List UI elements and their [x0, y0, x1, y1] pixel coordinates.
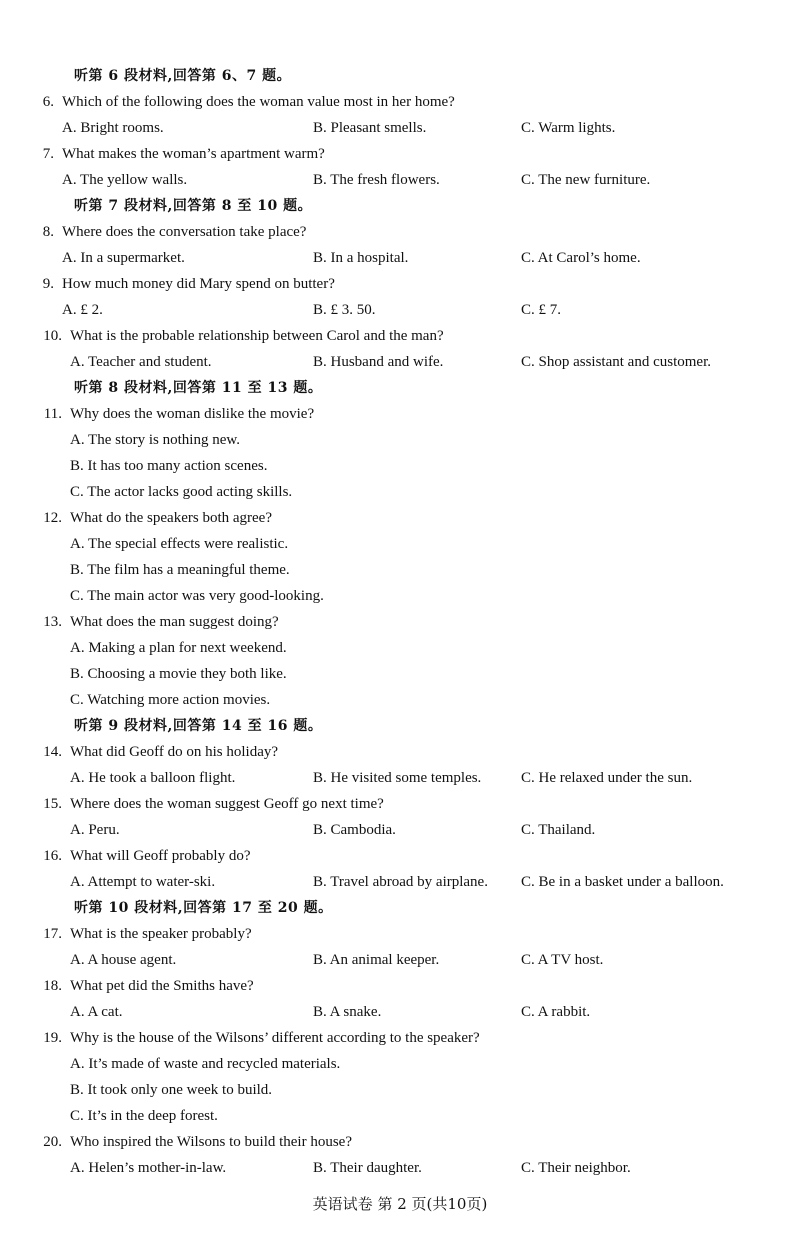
question-9 [0, 271, 800, 297]
option-c: C. Warm lights. [521, 120, 616, 136]
options-row [0, 297, 800, 323]
options-row [0, 817, 800, 843]
question-15 [0, 791, 800, 817]
option-a: A. Attempt to water-ski. [70, 874, 216, 890]
option-b: B. It took only one week to build. [70, 1082, 273, 1098]
question-text: What pet did the Smiths have? [70, 978, 254, 994]
option-b: B. It has too many action scenes. [70, 458, 268, 474]
question-number: 6. [42, 94, 54, 110]
options-row [0, 999, 800, 1025]
question-text: What do the speakers both agree? [70, 510, 272, 526]
options-row [0, 869, 800, 895]
option-a: A. In a supermarket. [62, 250, 185, 266]
question-text: What is the speaker probably? [70, 926, 252, 942]
option-c: C. At Carol’s home. [521, 250, 641, 266]
question-number: 18. [43, 978, 62, 994]
question-text: Which of the following does the woman value most in her home? [62, 94, 455, 110]
option-b: B. Pleasant smells. [313, 120, 427, 136]
question-text: What is the probable relationship between Carol and the man? [70, 328, 444, 344]
option-c: C. He relaxed under the sun. [521, 770, 693, 786]
options-row [0, 1155, 800, 1181]
option-c: C. Shop assistant and customer. [521, 354, 711, 370]
question-6 [0, 89, 800, 115]
option-a: A. He took a balloon flight. [70, 770, 236, 786]
question-number: 19. [43, 1030, 62, 1046]
question-number: 15. [43, 796, 62, 812]
option-c: C. Watching more action movies. [70, 692, 271, 708]
question-number: 20. [43, 1134, 62, 1150]
option-c: C. It’s in the deep forest. [70, 1108, 218, 1124]
question-14 [0, 739, 800, 765]
option-a: A. Making a plan for next weekend. [70, 640, 287, 656]
question-8 [0, 219, 800, 245]
option-c: C. A rabbit. [521, 1004, 591, 1020]
question-12 [0, 505, 800, 531]
option-b: B. The film has a meaningful theme. [70, 562, 290, 578]
option-b: B. Their daughter. [313, 1160, 422, 1176]
question-number: 9. [42, 276, 54, 292]
option-a: A. The special effects were realistic. [70, 536, 289, 552]
question-19 [0, 1025, 800, 1051]
question-17 [0, 921, 800, 947]
option-a: A. A cat. [70, 1004, 123, 1020]
option-c: C. A TV host. [521, 952, 604, 968]
option-c: C. £ 7. [521, 302, 562, 318]
option-b: B. Cambodia. [313, 822, 396, 838]
option-c: C. The actor lacks good acting skills. [70, 484, 293, 500]
question-text: What makes the woman’s apartment warm? [62, 146, 325, 162]
option-a: A. Bright rooms. [62, 120, 164, 136]
question-number: 16. [43, 848, 62, 864]
section-header: 听第 7 段材料,回答第 8 至 10 题。 [74, 198, 313, 214]
option-a: A. Helen’s mother-in-law. [70, 1160, 227, 1176]
question-10 [0, 323, 800, 349]
question-number: 12. [43, 510, 62, 526]
option-b: B. The fresh flowers. [313, 172, 440, 188]
option-b: B. An animal keeper. [313, 952, 440, 968]
question-11 [0, 401, 800, 427]
question-text: What will Geoff probably do? [70, 848, 251, 864]
option-a: A. £ 2. [62, 302, 103, 318]
option-b: B. Choosing a movie they both like. [70, 666, 287, 682]
option-b: B. Travel abroad by airplane. [313, 874, 488, 890]
question-13 [0, 609, 800, 635]
question-number: 14. [43, 744, 62, 760]
question-text: What did Geoff do on his holiday? [70, 744, 279, 760]
option-b: B. Husband and wife. [313, 354, 444, 370]
section-header: 听第 6 段材料,回答第 6、7 题。 [74, 68, 292, 84]
options-row [0, 947, 800, 973]
question-text: Where does the woman suggest Geoff go next time? [70, 796, 384, 812]
question-18 [0, 973, 800, 999]
option-c: C. Be in a basket under a balloon. [521, 874, 724, 890]
question-text: Where does the conversation take place? [62, 224, 307, 240]
option-c: C. Their neighbor. [521, 1160, 631, 1176]
option-c: C. Thailand. [521, 822, 596, 838]
options-row [0, 167, 800, 193]
option-c: C. The main actor was very good-looking. [70, 588, 324, 604]
question-text: What does the man suggest doing? [70, 614, 279, 630]
option-a: A. Peru. [70, 822, 120, 838]
options-row [0, 349, 800, 375]
options-row [0, 245, 800, 271]
option-b: B. £ 3. 50. [313, 302, 376, 318]
option-c: C. The new furniture. [521, 172, 651, 188]
option-a: A. Teacher and student. [70, 354, 212, 370]
question-text: How much money did Mary spend on butter? [62, 276, 335, 292]
option-a: A. The story is nothing new. [70, 432, 240, 448]
question-number: 7. [42, 146, 54, 162]
option-b: B. A snake. [313, 1004, 382, 1020]
question-number: 17. [43, 926, 62, 942]
question-text: Why does the woman dislike the movie? [70, 406, 315, 422]
option-b: B. In a hospital. [313, 250, 409, 266]
options-row [0, 115, 800, 141]
question-number: 11. [43, 406, 62, 422]
question-number: 13. [43, 614, 62, 630]
option-a: A. A house agent. [70, 952, 177, 968]
section-header: 听第 9 段材料,回答第 14 至 16 题。 [74, 718, 323, 734]
question-7 [0, 141, 800, 167]
option-a: A. The yellow walls. [62, 172, 188, 188]
question-text: Why is the house of the Wilsons’ different according to the speaker? [70, 1030, 480, 1046]
options-row [0, 765, 800, 791]
section-header: 听第 10 段材料,回答第 17 至 20 题。 [74, 900, 333, 916]
page-footer: 英语试卷 第 2 页(共10页) [312, 1195, 488, 1213]
option-b: B. He visited some temples. [313, 770, 482, 786]
question-number: 10. [43, 328, 62, 344]
question-text: Who inspired the Wilsons to build their house? [70, 1134, 352, 1150]
section-header: 听第 8 段材料,回答第 11 至 13 题。 [74, 380, 323, 396]
question-16 [0, 843, 800, 869]
option-a: A. It’s made of waste and recycled materials. [70, 1056, 341, 1072]
question-20 [0, 1129, 800, 1155]
question-number: 8. [42, 224, 54, 240]
